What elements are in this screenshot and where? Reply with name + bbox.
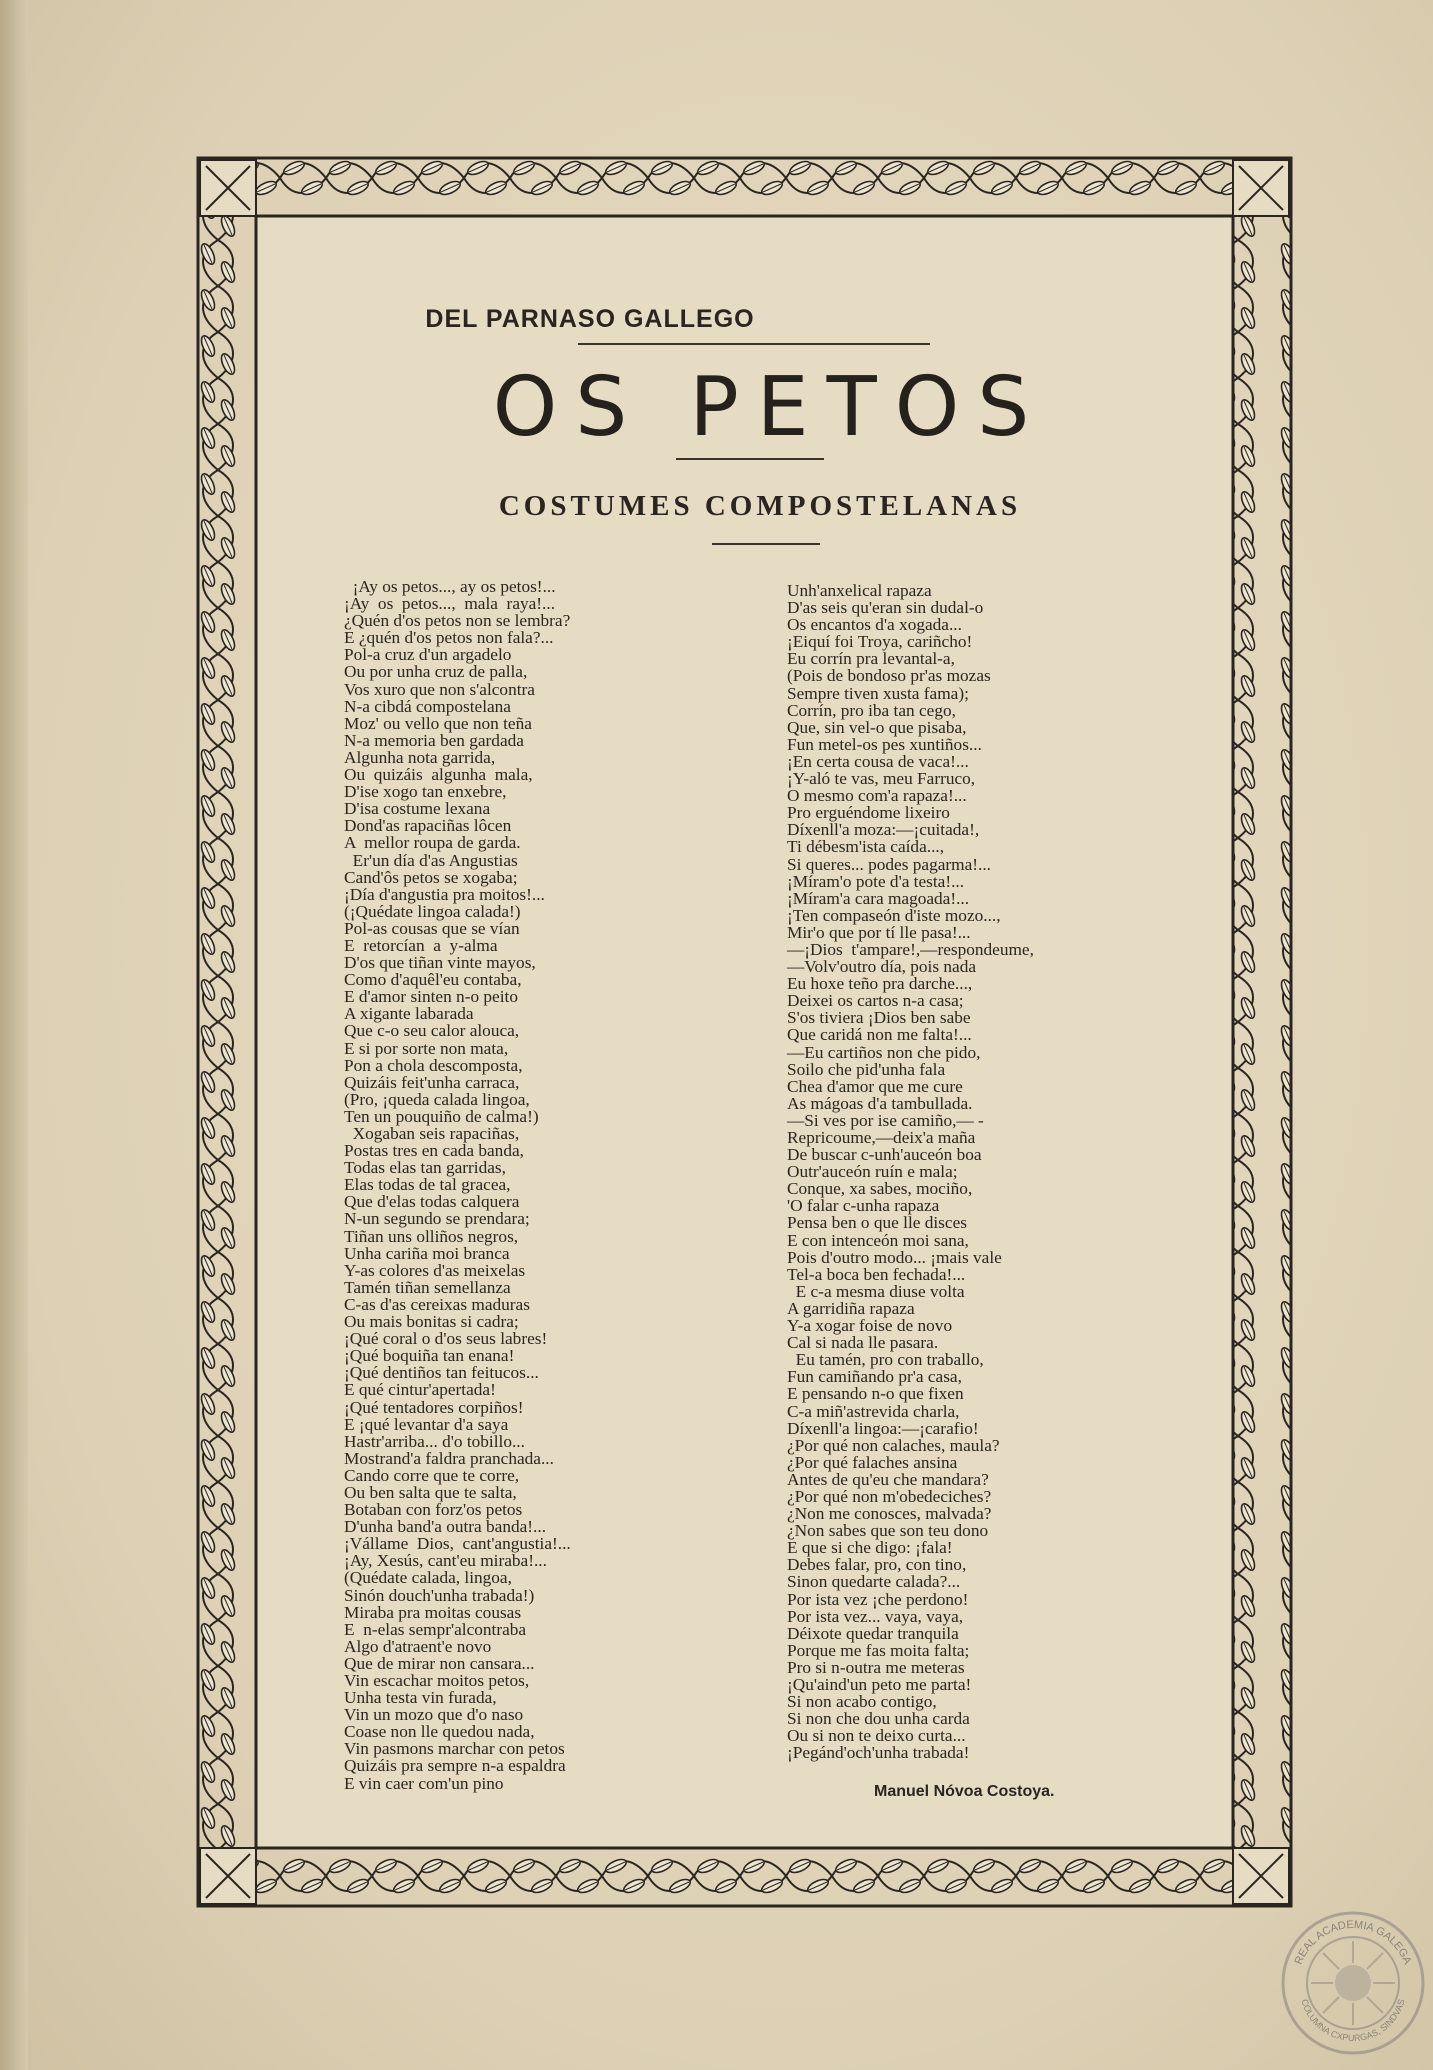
binding-gutter [0, 0, 28, 2070]
poem-line: Y-as colores d'as meixelas [344, 1260, 526, 1280]
poem-line: Coase non lle quedou nada, [344, 1722, 535, 1742]
poem-line: Cal si nada lle pasara. [787, 1333, 939, 1353]
poem-line: Sempre tiven xusta fama); [787, 683, 969, 703]
poem-line: E con intenceón moi sana, [787, 1230, 969, 1250]
poem-line: ¡Día d'angustia pra moitos!... [344, 884, 545, 904]
poem-line: Vin escachar moitos petos, [344, 1671, 530, 1690]
poem-line: Antes de qu'eu che mandara? [787, 1469, 989, 1489]
poem-line: E d'amor sinten n-o peito [344, 987, 518, 1007]
poem-line: Elas todas de tal gracea, [344, 1175, 511, 1195]
poem-line: ¡Eiquí foi Troya, cariñcho! [787, 632, 973, 652]
poem-line: Dond'as rapaciñas lôcen [344, 816, 512, 836]
poem-line: Vos xuro que non s'alcontra [344, 679, 535, 699]
poem-line: Ou si non te deixo curta... [787, 1726, 966, 1746]
poem-line: ¡Qu'aind'un peto me parta! [787, 1675, 972, 1694]
poem-line: Outr'auceón ruín e mala; [787, 1162, 958, 1182]
poem-line: Quizáis pra sempre n-a espaldra [344, 1756, 566, 1776]
poem-line: ¿Por qué non calaches, maula? [787, 1435, 1000, 1455]
poem-line: Deixei os cartos n-a casa; [787, 991, 964, 1011]
poem-line: Eu corrín pra levantal-a, [787, 649, 955, 669]
poem-line: C-a miñ'astrevida charla, [787, 1401, 960, 1421]
poem-line: Mostrand'a faldra pranchada... [344, 1448, 554, 1468]
poem-line: ¿Quén d'os petos non se lembra? [344, 611, 571, 631]
poem-line: ¡Qué dentiños tan feitucos... [344, 1363, 539, 1383]
poem-line: ¡Míram'o pote d'a testa!... [787, 871, 965, 891]
poem-line: S'os tiviera ¡Dios ben sabe [787, 1008, 971, 1028]
poem-line: Ou ben salta que te salta, [344, 1482, 517, 1502]
poem-line: Si queres... podes pagarma!... [787, 854, 991, 874]
section-heading: DEL PARNASO GALLEGO [425, 305, 755, 333]
poem-line: Algo d'atraent'e novo [344, 1636, 492, 1656]
poem-line: Que d'elas todas calquera [344, 1192, 520, 1212]
poem-line: Er'un día d'as Angustias [344, 850, 518, 870]
poem-line: ¡Ay os petos..., ay os petos!... [344, 577, 556, 596]
poem-line: Ou por unha cruz de palla, [344, 662, 528, 682]
poem-title: OS PETOS [492, 360, 1048, 455]
poem-line: E pensando n-o que fixen [787, 1384, 964, 1404]
poem-line: C-as d'as cereixas maduras [344, 1294, 530, 1314]
poem-line: (Quédate calada, lingoa, [344, 1568, 512, 1588]
poem-line: Que, sin vel-o que pisaba, [787, 717, 967, 737]
poem-line: Debes falar, pro, con tino, [787, 1555, 967, 1575]
poem-line: —Si ves por ise camiño,— - [787, 1110, 984, 1130]
poem-line: Unha testa vin furada, [344, 1688, 497, 1708]
poem-line: Vin pasmons marchar con petos [344, 1739, 565, 1759]
poem-line: Por ista vez ¡che perdono! [787, 1589, 969, 1609]
poem-line: Botaban con forz'os petos [344, 1500, 523, 1520]
poem-subtitle: COSTUMES COMPOSTELANAS [498, 490, 1022, 522]
poem-line: Fun camiñando pr'a casa, [787, 1367, 962, 1387]
poem-line: Conque, xa sabes, mociño, [787, 1179, 973, 1199]
poem-line: Porque me fas moita falta; [787, 1640, 970, 1660]
poem-line: Díxenll'a lingoa:—¡carafio! [787, 1418, 979, 1438]
poem-line: ¿Por qué non m'obedeciches? [787, 1486, 992, 1506]
poem-line: ¡Qué coral o d'os seus labres! [344, 1329, 548, 1349]
stamp-text-top: REAL ACADEMIA GALEGA [1292, 1918, 1414, 1967]
poem-line: O mesmo com'a rapaza!... [787, 786, 967, 806]
poem-line: A garridiña rapaza [787, 1298, 915, 1318]
poem-line: E retorcían a y-alma [344, 935, 498, 955]
poem-line: (Pro, ¡queda calada lingoa, [344, 1089, 530, 1109]
poem-line: Ten un pouquiño de calma!) [344, 1106, 539, 1126]
poem-line: D'as seis qu'eran sin dudal-o [787, 598, 984, 618]
poem-line: Hastr'arriba... d'o tobillo... [344, 1431, 525, 1451]
poem-line: ¡Ay os petos..., mala raya!... [344, 594, 556, 614]
poem-line: D'ise xogo tan enxebre, [344, 782, 507, 802]
poem-line: ¡Y-aló te vas, meu Farruco, [787, 769, 976, 789]
poem-line: Quizáis feit'unha carraca, [344, 1072, 520, 1092]
poem-line: —¡Dios t'ampare!,—respondeume, [787, 939, 1034, 959]
poem-line: D'isa costume lexana [344, 799, 491, 819]
author-signature: Manuel Nóvoa Costoya. [874, 1783, 1055, 1800]
poem-line: Ou mais bonitas si cadra; [344, 1312, 519, 1332]
poem-line: Xogaban seis rapaciñas, [344, 1124, 520, 1143]
poem-line: ¡Míram'a cara magoada!... [787, 888, 970, 908]
poem-line: (Pois de bondoso pr'as mozas [787, 666, 991, 686]
poem-line: Vin un mozo que d'o naso [344, 1705, 524, 1725]
poem-line: —Eu cartiños non che pido, [787, 1042, 981, 1062]
poem-line: N-a memoria ben gardada [344, 730, 524, 750]
poem-line: ¡Vállame Dios, cant'angustia!... [344, 1534, 571, 1554]
poem-line: Ti débesm'ista caída..., [787, 837, 945, 857]
poem-line: Soilo che pid'unha fala [787, 1059, 946, 1079]
poem-line: De buscar c-unh'auceón boa [787, 1145, 982, 1165]
poem-line: E ¡qué levantar d'a saya [344, 1414, 509, 1434]
poem-line: E si por sorte non mata, [344, 1038, 509, 1058]
poem-line: N-a cibdá compostelana [344, 696, 511, 716]
title-rule [676, 458, 824, 460]
poem-line: ¿Non me conosces, malvada? [787, 1504, 992, 1524]
poem-line: Díxenll'a moza:—¡cuitada!, [787, 820, 980, 840]
poem-line: Pro erguéndome lixeiro [787, 803, 950, 823]
poem-line: —Volv'outro día, pois nada [787, 957, 977, 977]
poem-line: E n-elas sempr'alcontraba [344, 1619, 527, 1639]
poem-line: Corrín, pro iba tan cego, [787, 700, 956, 720]
poem-line: 'O falar c-unha rapaza [787, 1196, 940, 1216]
poem-line: Por ista vez... vaya, vaya, [787, 1606, 964, 1626]
poem-line: Pois d'outro modo... ¡mais vale [787, 1247, 1002, 1267]
poem-line: ¡Qué tentadores corpiños! [344, 1397, 524, 1417]
poem-line: Miraba pra moitas cousas [344, 1602, 522, 1622]
poem-line: Chea d'amor que me cure [787, 1076, 963, 1096]
poem-line: ¡Ay, Xesús, cant'eu miraba!... [344, 1551, 547, 1571]
poem-line: ¡Ten compaseón d'iste mozo..., [787, 905, 1001, 925]
poem-line: Sinon quedarte calada?... [787, 1572, 961, 1592]
subtitle-rule [712, 543, 820, 545]
poem-line: Que caridá non me falta!... [787, 1025, 972, 1045]
poem-line: Cando corre que te corre, [344, 1465, 520, 1485]
poem-line: Mir'o que por tí lle pasa!... [787, 922, 971, 942]
academy-stamp [1278, 1908, 1428, 2058]
poem-line: Como d'aquêl'eu contaba, [344, 970, 522, 990]
poem-line: Tiñan uns olliños negros, [344, 1226, 519, 1246]
poem-line: Repricoume,—deix'a maña [787, 1128, 976, 1147]
poem-line: Unh'anxelical rapaza [787, 581, 932, 600]
poem-line: Os encantos d'a xogada... [787, 615, 962, 635]
poem-line: Y-a xogar foise de novo [787, 1316, 953, 1336]
poem-line: Fun metel-os pes xuntiños... [787, 734, 982, 754]
poem-line: Algunha nota garrida, [344, 747, 496, 767]
poem-line: (¡Quédate lingoa calada!) [344, 901, 521, 921]
poem-line: Pensa ben o que lle disces [787, 1213, 967, 1233]
poem-line: Tamén tiñan semellanza [344, 1277, 511, 1297]
poem-line: Pro si n-outra me meteras [787, 1657, 965, 1677]
poem-line: D'unha band'a outra banda!... [344, 1517, 547, 1537]
poem-line: As mágoas d'a tambullada. [787, 1093, 973, 1113]
poem-line: Sinón douch'unha trabada!) [344, 1585, 535, 1605]
poem-line: E vin caer com'un pino [344, 1773, 504, 1793]
poem-line: Que de mirar non cansara... [344, 1653, 535, 1673]
poem-line: ¿Non sabes que son teu dono [787, 1521, 989, 1541]
poem-line: Si non che dou unha carda [787, 1709, 970, 1729]
poem-line: Eu hoxe teño pra darche..., [787, 974, 973, 994]
poem-line: E que si che digo: ¡fala! [787, 1538, 953, 1558]
poem-line: E c-a mesma diuse volta [787, 1281, 965, 1301]
poem-line: Pol-as cousas que se vían [344, 918, 520, 938]
poem-line: Que c-o seu calor alouca, [344, 1021, 520, 1041]
poem-line: Cand'ôs petos se xogaba; [344, 867, 518, 887]
poem-line: Eu tamén, pro con traballo, [787, 1350, 984, 1370]
poem-line: E qué cintur'apertada! [344, 1380, 496, 1400]
poem-column-right [787, 582, 1034, 1761]
poem-line: A xigante labarada [344, 1004, 474, 1024]
poem-line: Pol-a cruz d'un argadelo [344, 645, 512, 665]
poem-line: Déixote quedar tranquila [787, 1623, 959, 1643]
poem-line: D'os que tiñan vinte mayos, [344, 953, 536, 973]
poem-column-left [344, 578, 571, 1792]
stamp-text-bottom: COLUMNA CXPURGAS, SINDVAS [1299, 1997, 1407, 2044]
poem-line: Moz' ou vello que non teña [344, 713, 532, 733]
poem-line: ¡Pegánd'och'unha trabada! [787, 1743, 970, 1763]
poem-line: ¿Por qué falaches ansina [787, 1452, 958, 1472]
poem-line: ¡En certa cousa de vaca!... [787, 751, 969, 771]
poem-line: N-un segundo se prendara; [344, 1209, 530, 1229]
poem-line: ¡Qué boquiña tan enana! [344, 1346, 515, 1366]
poem-line: Si non acabo contigo, [787, 1692, 937, 1712]
poem-line: E ¿quén d'os petos non fala?... [344, 628, 554, 648]
poem-line: Unha cariña moi branca [344, 1243, 510, 1263]
poem-line: A mellor roupa de garda. [344, 833, 521, 853]
section-heading-underline [578, 343, 930, 345]
poem-line: Tel-a boca ben fechada!... [787, 1264, 966, 1284]
poem-line: Postas tres en cada banda, [344, 1141, 524, 1161]
poem-line: Pon a chola descomposta, [344, 1055, 523, 1075]
poem-line: Todas elas tan garridas, [344, 1158, 506, 1178]
poem-line: Ou quizáis algunha mala, [344, 765, 533, 785]
